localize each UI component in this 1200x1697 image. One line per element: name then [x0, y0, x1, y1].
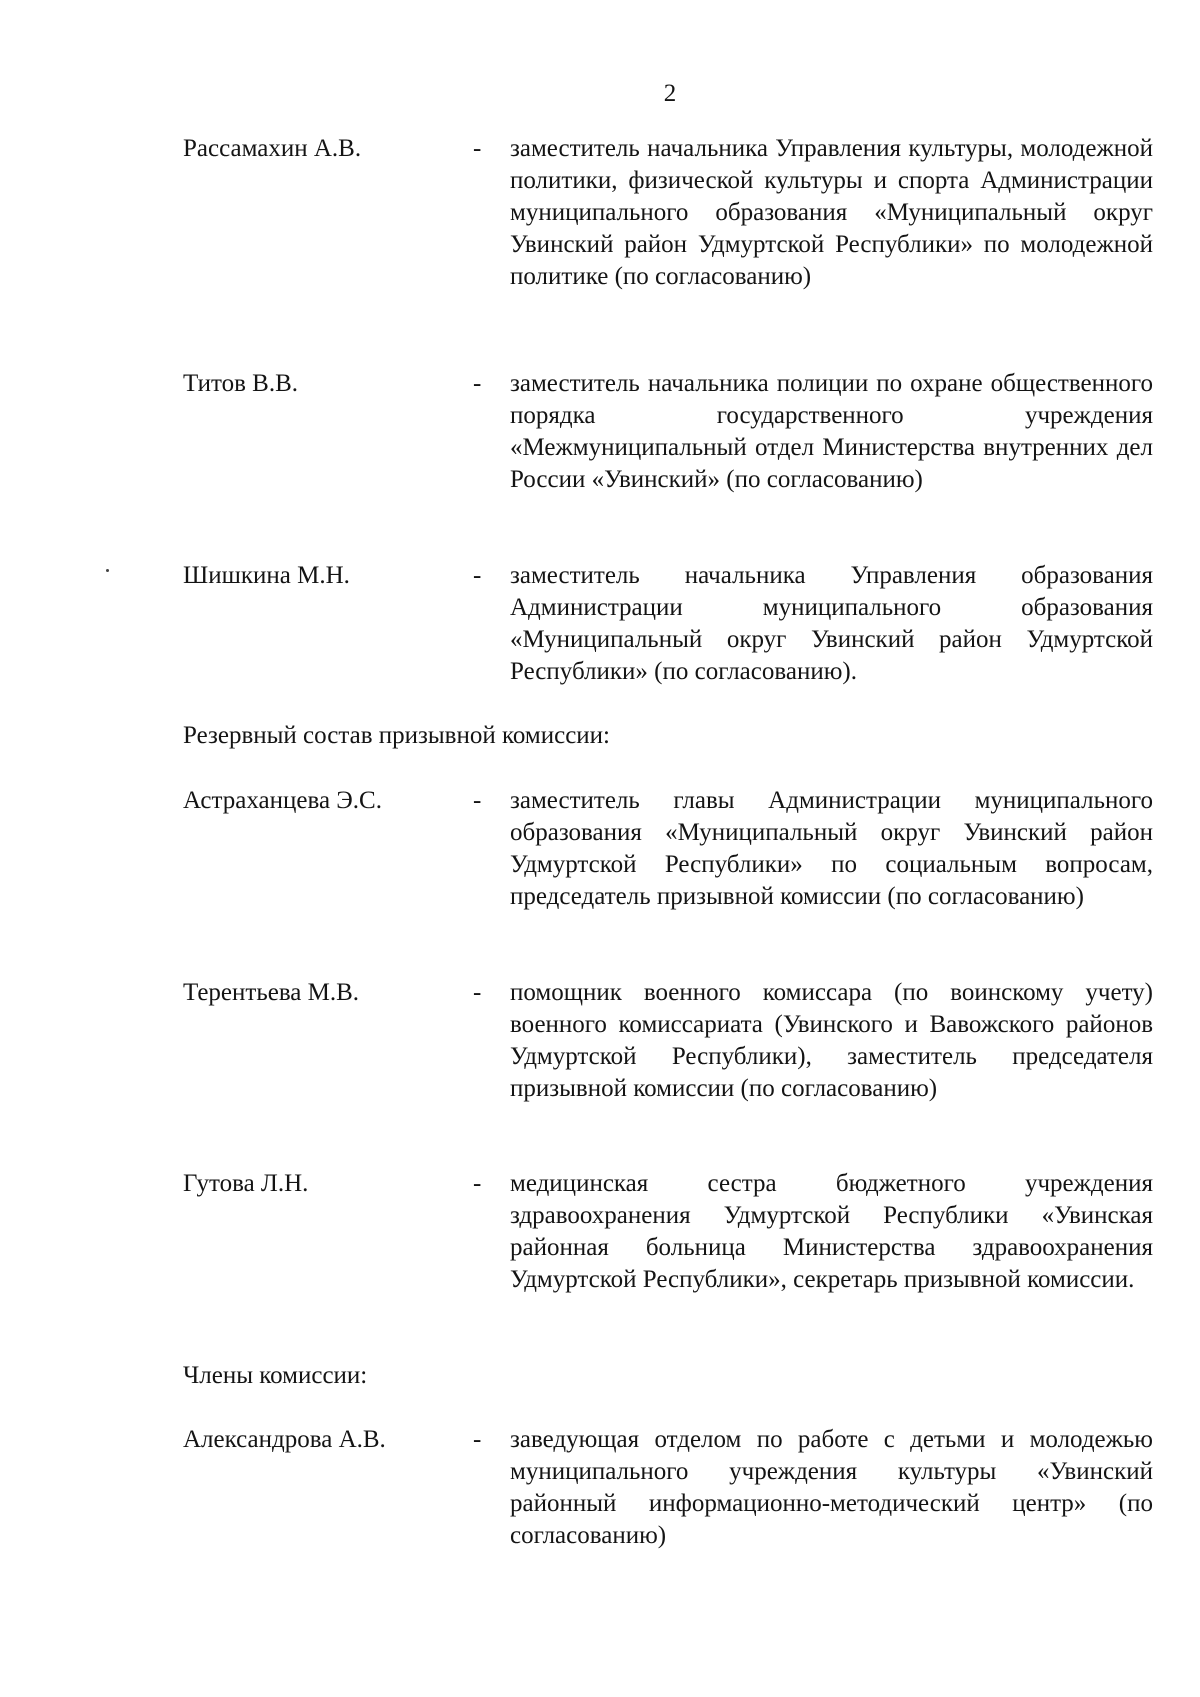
reserve-entry-astrakhantseva — [183, 785, 1153, 913]
members-heading: Члены комиссии: — [183, 1362, 368, 1389]
entry-description: заместитель начальника Управления образования Администрации муниципального образования «Муниципальный округ Увинский район Удмуртской Республики» (по согласованию). — [510, 562, 1153, 685]
entry-name: Шишкина М.Н. — [183, 562, 350, 589]
entry-name: Титов В.В. — [183, 370, 299, 397]
entry-name: Александрова А.В. — [183, 1426, 386, 1453]
entry-dash: - — [473, 979, 482, 1006]
entry-description: медицинская сестра бюджетного учреждения здравоохранения Удмуртской Республики «Увинская районная больница Министерства здравоохранения Удмуртской Республики», секретарь призывной комиссии. — [510, 1170, 1153, 1293]
entry-dash: - — [473, 1426, 482, 1453]
commission-entry-titov — [183, 368, 1153, 496]
entry-name: Гутова Л.Н. — [183, 1170, 309, 1197]
entry-dash: - — [473, 1170, 482, 1197]
entry-description: заместитель начальника полиции по охране общественного порядка государственного учреждения «Межмуниципальный отдел Министерства внутренних дел России «Увинский» (по согласованию) — [510, 370, 1153, 493]
entry-dash: - — [473, 135, 482, 162]
page-number: 2 — [663, 80, 677, 107]
entry-description: заведующая отделом по работе с детьми и молодежью муниципального учреждения культуры «Увинский районный информационно-методический центр» (по согласованию) — [510, 1426, 1153, 1549]
entry-dash: - — [473, 370, 482, 397]
reserve-heading: Резервный состав призывной комиссии: — [183, 722, 610, 749]
commission-entry-shishkina — [183, 560, 1153, 688]
scan-speck — [106, 569, 109, 572]
entry-dash: - — [473, 562, 482, 589]
entry-description: помощник военного комиссара (по воинскому учету) военного комиссариата (Увинского и Вавожского районов Удмуртской Республики), заместитель председателя призывной комиссии (по согласованию) — [510, 979, 1153, 1102]
reserve-entry-gutova — [183, 1168, 1153, 1296]
reserve-entry-terentyeva — [183, 977, 1153, 1105]
entry-dash: - — [473, 787, 482, 814]
entry-name: Астраханцева Э.С. — [183, 787, 382, 814]
entry-description: заместитель главы Администрации муниципального образования «Муниципальный округ Увинский район Удмуртской Республики» по социальным вопросам, председатель призывной комиссии (по согласованию) — [510, 787, 1153, 910]
entry-description: заместитель начальника Управления культуры, молодежной политики, физической культуры и спорта Администрации муниципального образования «Муниципальный округ Увинский район Удмуртской Республики» по молодежной политике (по согласованию) — [510, 135, 1153, 290]
member-entry-aleksandrova — [183, 1424, 1153, 1552]
commission-entry-rassamakhin — [183, 133, 1153, 293]
entry-name: Терентьева М.В. — [183, 979, 360, 1006]
entry-name: Рассамахин А.В. — [183, 135, 362, 162]
